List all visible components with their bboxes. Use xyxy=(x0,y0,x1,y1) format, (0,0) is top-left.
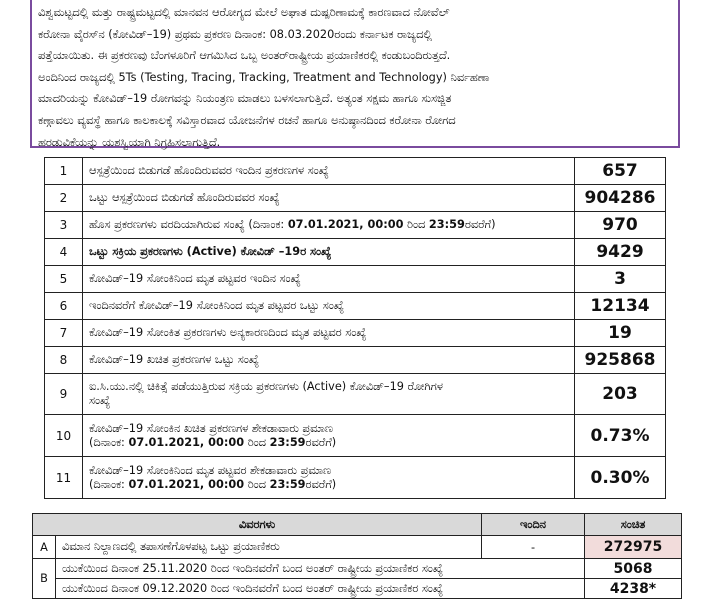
label-line: ಕೋವಿಡ್–19 ಸೋಂಕಿನಿಂದ ಮೃತ ಪಟ್ಟವರ ಶೇಕಡಾವಾರು ಪ್ರಮಾಣ xyxy=(89,463,332,477)
row-id: B xyxy=(33,559,56,599)
row-today: - xyxy=(482,536,585,559)
label-line: ಐ.ಸಿ.ಯು.ನಲ್ಲಿ ಚಿಕಿತ್ಸೆ ಪಡೆಯುತ್ತಿರುವ ಸಕ್ರಿಯ ಪ್ರಕರಣಗಳು (Active) ಕೋವಿಡ್–19 ರೋಗಿಗಳ xyxy=(89,380,443,393)
row-label: ಕೋವಿಡ್–19 ಖಚಿತ ಪ್ರಕರಣಗಳ ಒಟ್ಟು ಸಂಖ್ಯೆ xyxy=(83,347,575,374)
row-value: 203 xyxy=(575,374,666,415)
label-text: ಹೊಸ ಪ್ರಕರಣಗಳು ವರದಿಯಾಗಿರುವ ಸಂಖ್ಯೆ (ದಿನಾಂಕ: xyxy=(89,218,288,231)
label-text: ರಿಂದ xyxy=(403,218,429,231)
label-text: ರಿಂದ xyxy=(244,477,270,491)
travel-table xyxy=(32,513,682,599)
label-text: ರವರೆಗೆ) xyxy=(464,218,496,231)
intro-line: ವಿಶ್ವಮಟ್ಟದಲ್ಲಿ ಮತ್ತು ರಾಷ್ಟ್ರಮಟ್ಟದಲ್ಲಿ ಮಾನವನ ಆರೋಗ್ಯದ ಮೇಲೆ ಅಘಾತ ದುಷ್ಪರಿಣಾಮಕ್ಕೆ ಕಾರಣವಾದ ನೋವೆಲ್ xyxy=(38,6,450,19)
intro-line: ಕರೋನಾ ವೈರಸ್‌ನ (ಕೋವಿಡ್–19) ಪ್ರಥಮ ಪ್ರಕರಣ ದಿನಾಂಕ: 08.03.2020ರಂದು ಕರ್ನಾಟಕ ರಾಜ್ಯದಲ್ಲಿ xyxy=(38,27,432,41)
row-number: 7 xyxy=(45,320,83,347)
row-number: 4 xyxy=(45,239,83,266)
row-id: A xyxy=(33,536,56,559)
label-date: 07.01.2021, 00:00 xyxy=(128,435,245,449)
row-label xyxy=(83,212,575,239)
intro-line: ಅಂದಿನಿಂದ ರಾಜ್ಯದಲ್ಲಿ 5Ts (Testing, Tracing, Tracking, Treatment and Technology) ನಿರ್ವಹಣಾ xyxy=(38,70,490,84)
row-label: ವಿಮಾನ ನಿಲ್ದಾಣದಲ್ಲಿ ತಪಾಸಣೆಗೊಳಪಟ್ಟ ಒಟ್ಟು ಪ್ರಯಾಣಿಕರು xyxy=(56,536,482,559)
table-row xyxy=(45,212,666,239)
row-value: 3 xyxy=(575,266,666,293)
row-value: 925868 xyxy=(575,347,666,374)
row-label: ಕೋವಿಡ್–19 ಸೋಂಕಿನಿಂದ ಮೃತ ಪಟ್ಟವರ ಇಂದಿನ ಸಂಖ್ಯೆ xyxy=(83,266,575,293)
row-cumulative: 5068 xyxy=(585,559,682,579)
table-row xyxy=(45,374,666,415)
row-label: ಯುಕೆಯಿಂದ ದಿನಾಂಕ 09.12.2020 ರಿಂದ ಇಂದಿನವರೆಗೆ ಬಂದ ಅಂತರ್ ರಾಷ್ಟ್ರೀಯ ಪ್ರಯಾಣಿಕರ ಸಂಖ್ಯೆ xyxy=(56,579,585,599)
intro-box xyxy=(30,0,680,148)
table-row xyxy=(45,415,666,457)
intro-line: ಹರಡುವಿಕೆಯನ್ನು ಯಶಸ್ವಿಯಾಗಿ ನಿಗ್ರಹಿಸಲಾಗುತ್ತಿದೆ. xyxy=(38,135,221,149)
row-label xyxy=(83,457,575,499)
table-row xyxy=(45,293,666,320)
intro-line: ಮಾದರಿಯನ್ನು ಕೋವಿಡ್–19 ರೋಗವನ್ನು ನಿಯಂತ್ರಣ ಮಾಡಲು ಬಳಸಲಾಗುತ್ತಿದೆ. ಅತ್ಯಂತ ಸಕ್ಷಮ ಹಾಗೂ ಸುಸಜ್ಜಿತ xyxy=(38,92,452,106)
table-row xyxy=(45,158,666,185)
header-today: ಇಂದಿನ xyxy=(482,514,585,536)
row-value: 970 xyxy=(575,212,666,239)
row-value: 0.30% xyxy=(575,457,666,499)
row-label xyxy=(83,374,575,415)
label-text: ರವರೆಗೆ) xyxy=(305,435,337,449)
label-line xyxy=(89,436,568,450)
row-cumulative: 272975 xyxy=(585,536,682,559)
row-value: 12134 xyxy=(575,293,666,320)
label-line: ಕೋವಿಡ್–19 ಸೋಂಕಿನ ಖಚಿತ ಪ್ರಕರಣಗಳ ಶೇಕಡಾವಾರು ಪ್ರಮಾಣ xyxy=(89,421,333,435)
label-line: ಸಂಖ್ಯೆ xyxy=(89,394,111,407)
table-header-row xyxy=(33,514,682,536)
label-text: (ದಿನಾಂಕ: xyxy=(89,435,129,449)
row-number: 3 xyxy=(45,212,83,239)
label-text: ರಿಂದ xyxy=(244,435,270,449)
table-row xyxy=(45,320,666,347)
row-number: 2 xyxy=(45,185,83,212)
row-number: 6 xyxy=(45,293,83,320)
row-label: ಯುಕೆಯಿಂದ ದಿನಾಂಕ 25.11.2020 ರಿಂದ ಇಂದಿನವರೆಗೆ ಬಂದ ಅಂತರ್ ರಾಷ್ಟ್ರೀಯ ಪ್ರಯಾಣಿಕರ ಸಂಖ್ಯೆ xyxy=(56,559,585,579)
row-label: ಕೋವಿಡ್–19 ಸೋಂಕಿತ ಪ್ರಕರಣಗಳು ಅನ್ಯಕಾರಣದಿಂದ ಮೃತ ಪಟ್ಟವರ ಸಂಖ್ಯೆ xyxy=(83,320,575,347)
label-text: (ದಿನಾಂಕ: xyxy=(89,477,129,491)
row-number: 1 xyxy=(45,158,83,185)
label-date: 07.01.2021, 00:00 xyxy=(287,218,404,231)
header-cumulative: ಸಂಚಿತ xyxy=(585,514,682,536)
table-row xyxy=(33,536,682,559)
label-date: 07.01.2021, 00:00 xyxy=(128,477,245,491)
table-row xyxy=(33,559,682,579)
row-value: 9429 xyxy=(575,239,666,266)
table-row xyxy=(45,185,666,212)
table-row xyxy=(33,579,682,599)
table-row xyxy=(45,457,666,499)
stats-table xyxy=(44,157,666,499)
row-value: 904286 xyxy=(575,185,666,212)
intro-line: ಪತ್ತೆಯಾಯಿತು. ಈ ಪ್ರಕರಣವು ಬೆಂಗಳೂರಿಗೆ ಆಗಮಿಸಿದ ಒಬ್ಬ ಅಂತರ್‌ರಾಷ್ಟ್ರೀಯ ಪ್ರಯಾಣಿಕರಲ್ಲಿ ಕಂಡುಬಂದಿರುತ್ತದೆ. xyxy=(38,49,451,63)
row-number: 5 xyxy=(45,266,83,293)
row-number: 11 xyxy=(45,457,83,499)
label-time: 23:59 xyxy=(269,477,306,491)
row-number: 8 xyxy=(45,347,83,374)
label-time: 23:59 xyxy=(428,218,465,231)
label-line xyxy=(89,478,568,492)
header-details: ವಿವರಗಳು xyxy=(33,514,482,536)
label-time: 23:59 xyxy=(269,435,306,449)
row-number: 9 xyxy=(45,374,83,415)
row-label: ಆಸ್ಪತ್ರೆಯಿಂದ ಬಿಡುಗಡೆ ಹೊಂದಿರುವವರ ಇಂದಿನ ಪ್ರಕರಣಗಳ ಸಂಖ್ಯೆ xyxy=(83,158,575,185)
label-text: ರವರೆಗೆ) xyxy=(305,477,337,491)
row-label: ಒಟ್ಟು ಸಕ್ರಿಯ ಪ್ರಕರಣಗಳು (Active) ಕೋವಿಡ್ –19ರ ಸಂಖ್ಯೆ xyxy=(83,239,575,266)
row-value: 0.73% xyxy=(575,415,666,457)
intro-line: ಕಣ್ಗಾವಲು ವ್ಯವಸ್ಥೆ ಹಾಗೂ ಕಾಲಕಾಲಕ್ಕೆ ಸವಿಸ್ತಾರವಾದ ಯೋಜನೆಗಳ ರಚನೆ ಹಾಗೂ ಅನುಷ್ಠಾನದಿಂದ ಕರೋನಾ ರೋಗದ xyxy=(38,113,456,127)
row-value: 657 xyxy=(575,158,666,185)
table-row xyxy=(45,239,666,266)
row-value: 19 xyxy=(575,320,666,347)
row-label: ಇಂದಿನವರೆಗೆ ಕೋವಿಡ್–19 ಸೋಂಕಿನಿಂದ ಮೃತ ಪಟ್ಟವರ ಒಟ್ಟು ಸಂಖ್ಯೆ xyxy=(83,293,575,320)
row-label: ಒಟ್ಟು ಆಸ್ಪತ್ರೆಯಿಂದ ಬಿಡುಗಡೆ ಹೊಂದಿರುವವರ ಸಂಖ್ಯೆ xyxy=(83,185,575,212)
table-row xyxy=(45,347,666,374)
row-number: 10 xyxy=(45,415,83,457)
table-row xyxy=(45,266,666,293)
row-cumulative: 4238* xyxy=(585,579,682,599)
row-label xyxy=(83,415,575,457)
